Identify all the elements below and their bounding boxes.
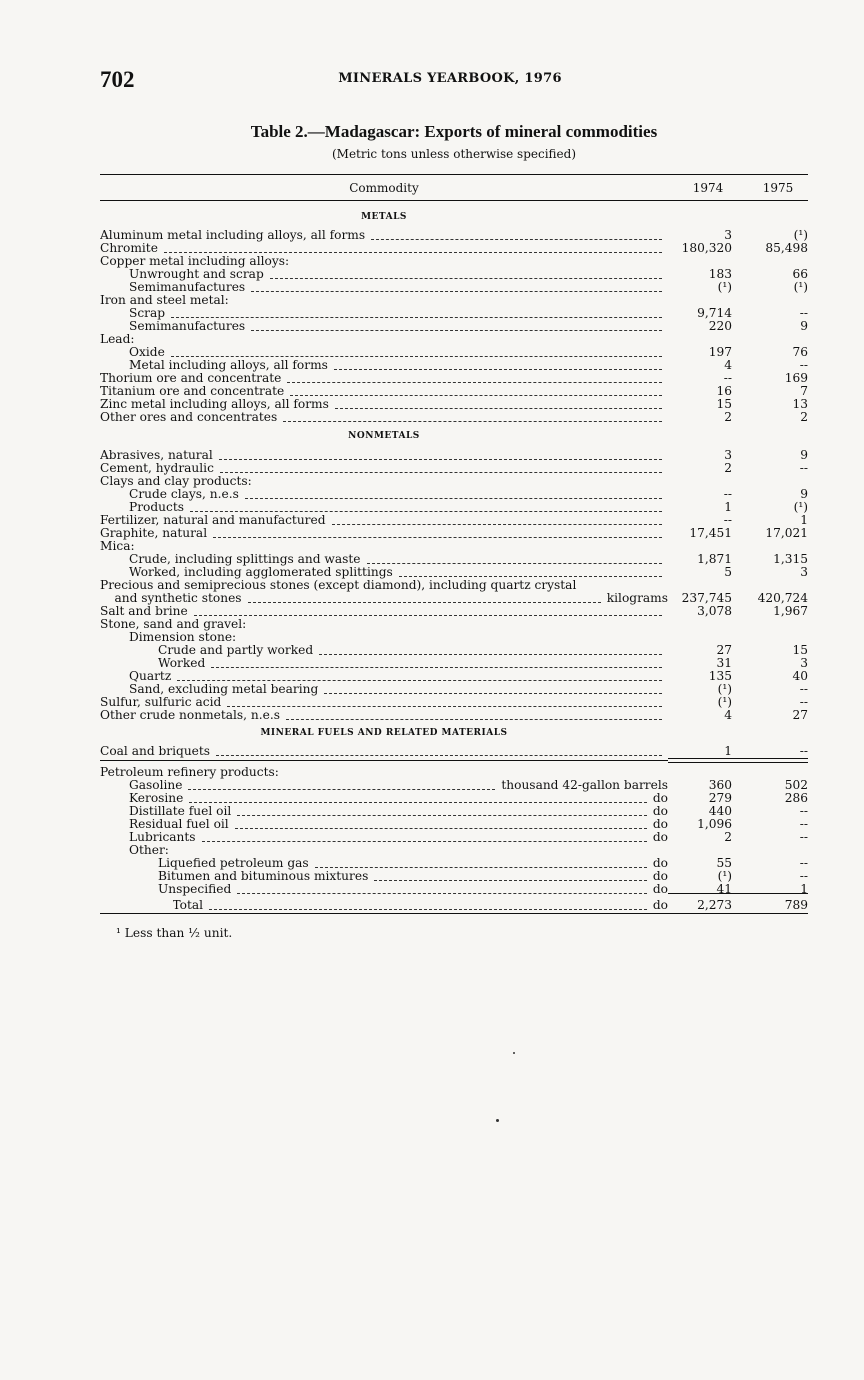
table-row	[100, 333, 808, 346]
row-stub	[158, 883, 668, 896]
value-1974: --	[723, 513, 732, 527]
row-label: Chromite	[100, 242, 158, 255]
row-label: Crude clays, n.e.s	[129, 488, 239, 501]
row-label: Titanium ore and concentrate	[100, 385, 285, 398]
row-stub	[158, 657, 668, 670]
dot-leader	[171, 317, 662, 318]
row-stub	[129, 281, 668, 294]
table-row	[100, 527, 808, 540]
value-1975: (¹)	[793, 500, 808, 514]
value-1975: 1	[800, 882, 808, 896]
table-row	[100, 670, 808, 683]
row-label: Total	[172, 899, 204, 912]
value-1975: 17,021	[765, 526, 808, 540]
value-1974: 360	[708, 778, 732, 792]
value-1975: 9	[800, 448, 808, 462]
value-1975: --	[799, 830, 808, 844]
value-1975: 789	[784, 898, 808, 912]
value-1975: 3	[800, 565, 808, 579]
row-label: Other:	[129, 844, 169, 857]
row-stub	[100, 398, 668, 411]
table-row	[100, 857, 808, 870]
row-stub	[100, 475, 668, 488]
table-row	[100, 696, 808, 709]
row-stub	[129, 818, 668, 831]
row-label: Stone, sand and gravel:	[100, 618, 247, 631]
value-1975: --	[799, 358, 808, 372]
row-label: Thorium ore and concentrate	[100, 372, 282, 385]
dot-leader	[216, 755, 662, 756]
dot-leader	[270, 278, 662, 279]
row-label: Copper metal including alloys:	[100, 255, 290, 268]
row-stub	[100, 372, 668, 385]
value-1975: 85,498	[765, 241, 808, 255]
value-1974: 4	[724, 708, 732, 722]
row-label: Petroleum refinery products:	[100, 766, 279, 779]
value-1975: 40	[792, 669, 808, 683]
value-1974: 183	[708, 267, 732, 281]
value-1974: 135	[708, 669, 732, 683]
value-1975: 420,724	[757, 591, 808, 605]
table-row	[100, 631, 808, 644]
value-1974: 15	[716, 397, 732, 411]
table-row	[100, 268, 808, 281]
dot-leader	[209, 909, 647, 910]
value-1975: --	[799, 744, 808, 758]
row-label: Quartz	[129, 670, 172, 683]
row-stub	[129, 359, 668, 372]
row-stub	[129, 779, 668, 792]
value-1974: 2,273	[697, 898, 732, 912]
dot-leader	[237, 893, 647, 894]
row-stub	[100, 294, 668, 307]
row-stub	[129, 566, 668, 579]
table-title: Table 2.—Madagascar: Exports of mineral commodities	[250, 122, 658, 141]
value-1975: 502	[784, 778, 808, 792]
row-unit: do	[652, 870, 668, 883]
dot-leader	[171, 356, 662, 357]
table-row	[100, 411, 808, 424]
table-row	[100, 398, 808, 411]
dot-leader	[290, 395, 662, 396]
table-row	[100, 359, 808, 372]
sum-rule	[668, 893, 808, 894]
row-label: Crude, including splittings and waste	[129, 553, 361, 566]
row-stub	[173, 899, 669, 912]
value-1975: 66	[792, 267, 808, 281]
footnote: ¹ Less than ½ unit.	[116, 926, 233, 940]
value-1974: 1	[724, 744, 732, 758]
row-label: Unspecified	[158, 883, 232, 896]
row-label: Metal including alloys, all forms	[129, 359, 328, 372]
value-1975: 7	[800, 384, 808, 398]
value-1974: 279	[708, 791, 732, 805]
row-stub	[100, 540, 668, 553]
row-unit: do	[652, 831, 668, 844]
table-subtitle: (Metric tons unless otherwise specified)	[331, 147, 577, 161]
row-unit: do	[652, 805, 668, 818]
dot-leader	[286, 719, 662, 720]
table-row	[100, 242, 808, 255]
row-stub	[100, 766, 668, 779]
column-header-1975: 1975	[762, 181, 794, 195]
row-stub	[129, 631, 668, 644]
row-label: Unwrought and scrap	[129, 268, 264, 281]
row-stub	[100, 605, 668, 618]
value-1975: --	[799, 869, 808, 883]
table-row	[100, 870, 808, 883]
dot-leader	[194, 615, 662, 616]
value-1975: --	[799, 804, 808, 818]
value-1974: 3,078	[697, 604, 732, 618]
coal-separator-rule	[100, 760, 668, 761]
row-label: Semimanufactures	[129, 281, 246, 294]
row-label: Fertilizer, natural and manufactured	[100, 514, 326, 527]
page-number: 702	[100, 67, 135, 92]
row-stub	[129, 670, 668, 683]
dot-leader	[335, 408, 662, 409]
value-1975: 76	[792, 345, 808, 359]
table-row	[100, 553, 808, 566]
row-stub	[129, 320, 668, 333]
row-label: Lubricants	[129, 831, 196, 844]
dot-leader	[399, 576, 662, 577]
value-1974: --	[723, 371, 732, 385]
value-1974: 180,320	[681, 241, 732, 255]
value-1974: 9,714	[697, 306, 732, 320]
value-1974: 17,451	[689, 526, 732, 540]
table-row	[100, 779, 808, 792]
value-1975: --	[799, 682, 808, 696]
table-row	[100, 501, 808, 514]
dot-leader	[219, 459, 662, 460]
table-row	[100, 462, 808, 475]
value-1974: 440	[708, 804, 732, 818]
value-1974: 4	[724, 358, 732, 372]
value-1974: --	[723, 487, 732, 501]
value-1975: 169	[784, 371, 808, 385]
coal-double-rule	[668, 758, 808, 763]
dot-leader	[237, 815, 647, 816]
table-row	[100, 683, 808, 696]
dot-leader	[287, 382, 662, 383]
dot-leader	[189, 802, 646, 803]
table-row	[100, 844, 808, 857]
row-unit: kilograms	[606, 592, 668, 605]
row-label: Aluminum metal including alloys, all forms	[100, 229, 366, 242]
value-1974: 2	[724, 461, 732, 475]
dot-leader	[315, 867, 647, 868]
row-label: and synthetic stones	[114, 592, 242, 605]
row-label: Dimension stone:	[129, 631, 237, 644]
table-row	[100, 488, 808, 501]
value-1974: 237,745	[681, 591, 732, 605]
page-speck	[496, 1119, 499, 1122]
table-row	[100, 255, 808, 268]
row-stub	[100, 696, 668, 709]
running-head: MINERALS YEARBOOK, 1976	[338, 71, 562, 86]
value-1975: 286	[784, 791, 808, 805]
value-1975: --	[799, 461, 808, 475]
table-row	[100, 605, 808, 618]
row-label: Mica:	[100, 540, 135, 553]
dot-leader	[324, 693, 662, 694]
dot-leader	[251, 291, 662, 292]
value-1975: --	[799, 856, 808, 870]
table-row	[100, 818, 808, 831]
value-1974: 1,871	[697, 552, 732, 566]
dot-leader	[374, 880, 647, 881]
row-stub	[100, 385, 668, 398]
row-label: Products	[129, 501, 184, 514]
row-unit: do	[652, 818, 668, 831]
dot-leader	[319, 654, 662, 655]
table-row	[100, 346, 808, 359]
row-stub	[100, 229, 668, 242]
value-1974: 55	[716, 856, 732, 870]
row-stub	[100, 449, 668, 462]
value-1975: 1	[800, 513, 808, 527]
row-stub	[100, 618, 668, 631]
row-label: Other ores and concentrates	[100, 411, 278, 424]
section-heading: MINERAL FUELS AND RELATED MATERIALS	[260, 728, 508, 738]
dot-leader	[227, 706, 662, 707]
dot-leader	[211, 667, 662, 668]
value-1974: 5	[724, 565, 732, 579]
value-1974: 1,096	[697, 817, 732, 831]
value-1974: 197	[708, 345, 732, 359]
row-unit: do	[652, 792, 668, 805]
section-heading: NONMETALS	[348, 431, 420, 441]
table-row	[100, 745, 808, 758]
value-1975: 15	[792, 643, 808, 657]
row-stub	[115, 592, 669, 605]
value-1975: --	[799, 695, 808, 709]
dot-leader	[202, 841, 647, 842]
column-header-commodity: Commodity	[349, 181, 419, 195]
row-label: Semimanufactures	[129, 320, 246, 333]
row-label: Precious and semiprecious stones (except diamond), including quartz crystal	[100, 579, 577, 592]
row-stub	[158, 644, 668, 657]
table-row	[100, 307, 808, 320]
row-stub	[100, 579, 668, 592]
section-heading: METALS	[361, 212, 407, 222]
row-label: Crude and partly worked	[158, 644, 314, 657]
table-top-rule	[100, 174, 808, 175]
row-stub	[100, 462, 668, 475]
table-bottom-rule	[100, 913, 808, 914]
value-1974: (¹)	[717, 869, 732, 883]
dot-leader	[283, 421, 662, 422]
table-row	[100, 449, 808, 462]
row-label: Distillate fuel oil	[129, 805, 232, 818]
table-row	[100, 281, 808, 294]
value-1974: 1	[724, 500, 732, 514]
page-speck	[513, 1052, 515, 1054]
row-stub	[129, 831, 668, 844]
row-label: Abrasives, natural	[100, 449, 213, 462]
dot-leader	[188, 789, 495, 790]
row-stub	[100, 411, 668, 424]
row-label: Graphite, natural	[100, 527, 208, 540]
value-1975: 27	[792, 708, 808, 722]
dot-leader	[235, 828, 647, 829]
row-unit: do	[652, 857, 668, 870]
value-1974: 16	[716, 384, 732, 398]
value-1974: 3	[724, 228, 732, 242]
row-unit: thousand 42-gallon barrels	[501, 779, 668, 792]
table-row	[100, 475, 808, 488]
row-label: Scrap	[129, 307, 166, 320]
table-row	[100, 709, 808, 722]
row-stub	[129, 844, 668, 857]
value-1974: (¹)	[717, 280, 732, 294]
table-header-rule	[100, 200, 808, 201]
value-1974: (¹)	[717, 682, 732, 696]
row-label: Zinc metal including alloys, all forms	[100, 398, 329, 411]
dot-leader	[248, 602, 601, 603]
row-label: Residual fuel oil	[129, 818, 229, 831]
column-header-1974: 1974	[692, 181, 724, 195]
row-label: Worked, including agglomerated splittings	[129, 566, 393, 579]
row-stub	[100, 527, 668, 540]
table-row	[100, 792, 808, 805]
row-label: Sulfur, sulfuric acid	[100, 696, 222, 709]
row-stub	[100, 333, 668, 346]
row-label: Gasoline	[129, 779, 183, 792]
row-stub	[129, 792, 668, 805]
row-label: Salt and brine	[100, 605, 188, 618]
table-row	[100, 831, 808, 844]
value-1974: 220	[708, 319, 732, 333]
table-row	[100, 618, 808, 631]
row-label: Other crude nonmetals, n.e.s	[100, 709, 280, 722]
row-stub	[158, 870, 668, 883]
value-1975: 1,315	[773, 552, 808, 566]
dot-leader	[177, 680, 662, 681]
dot-leader	[213, 537, 662, 538]
row-unit: do	[652, 883, 668, 896]
value-1974: 3	[724, 448, 732, 462]
row-label: Bitumen and bituminous mixtures	[158, 870, 369, 883]
row-label: Worked	[158, 657, 206, 670]
value-1974: 41	[716, 882, 732, 896]
row-stub	[158, 857, 668, 870]
table-row	[100, 372, 808, 385]
table-row	[100, 883, 808, 896]
value-1975: (¹)	[793, 228, 808, 242]
value-1974: 2	[724, 410, 732, 424]
value-1975: 3	[800, 656, 808, 670]
table-row	[100, 766, 808, 779]
row-stub	[129, 805, 668, 818]
row-stub	[129, 553, 668, 566]
row-stub	[100, 514, 668, 527]
dot-leader	[164, 252, 662, 253]
row-stub	[129, 268, 668, 281]
row-stub	[100, 242, 668, 255]
row-stub	[100, 255, 668, 268]
table-row	[100, 657, 808, 670]
row-label: Lead:	[100, 333, 135, 346]
dot-leader	[251, 330, 662, 331]
value-1975: 9	[800, 319, 808, 333]
dot-leader	[371, 239, 662, 240]
table-row	[100, 644, 808, 657]
value-1975: 1,967	[773, 604, 808, 618]
dot-leader	[245, 498, 662, 499]
value-1974: 27	[716, 643, 732, 657]
dot-leader	[332, 524, 662, 525]
row-stub	[100, 745, 668, 758]
row-stub	[100, 709, 668, 722]
value-1975: 9	[800, 487, 808, 501]
row-label: Sand, excluding metal bearing	[129, 683, 319, 696]
dot-leader	[190, 511, 662, 512]
table-row	[100, 320, 808, 333]
value-1974: 2	[724, 830, 732, 844]
row-label: Kerosine	[129, 792, 184, 805]
row-label: Oxide	[129, 346, 165, 359]
value-1975: --	[799, 817, 808, 831]
dot-leader	[220, 472, 662, 473]
row-stub	[129, 683, 668, 696]
value-1975: (¹)	[793, 280, 808, 294]
value-1975: --	[799, 306, 808, 320]
value-1974: (¹)	[717, 695, 732, 709]
table-row	[100, 566, 808, 579]
value-1975: 2	[800, 410, 808, 424]
row-stub	[129, 346, 668, 359]
row-label: Liquefied petroleum gas	[158, 857, 309, 870]
dot-leader	[367, 563, 663, 564]
row-stub	[129, 307, 668, 320]
row-label: Iron and steel metal:	[100, 294, 229, 307]
table-row	[100, 899, 808, 912]
row-stub	[129, 488, 668, 501]
row-unit: do	[652, 899, 668, 912]
value-1975: 13	[792, 397, 808, 411]
dot-leader	[334, 369, 662, 370]
row-label: Clays and clay products:	[100, 475, 252, 488]
row-label: Cement, hydraulic	[100, 462, 214, 475]
table-row	[100, 385, 808, 398]
row-label: Coal and briquets	[100, 745, 211, 758]
value-1974: 31	[716, 656, 732, 670]
row-stub	[129, 501, 668, 514]
